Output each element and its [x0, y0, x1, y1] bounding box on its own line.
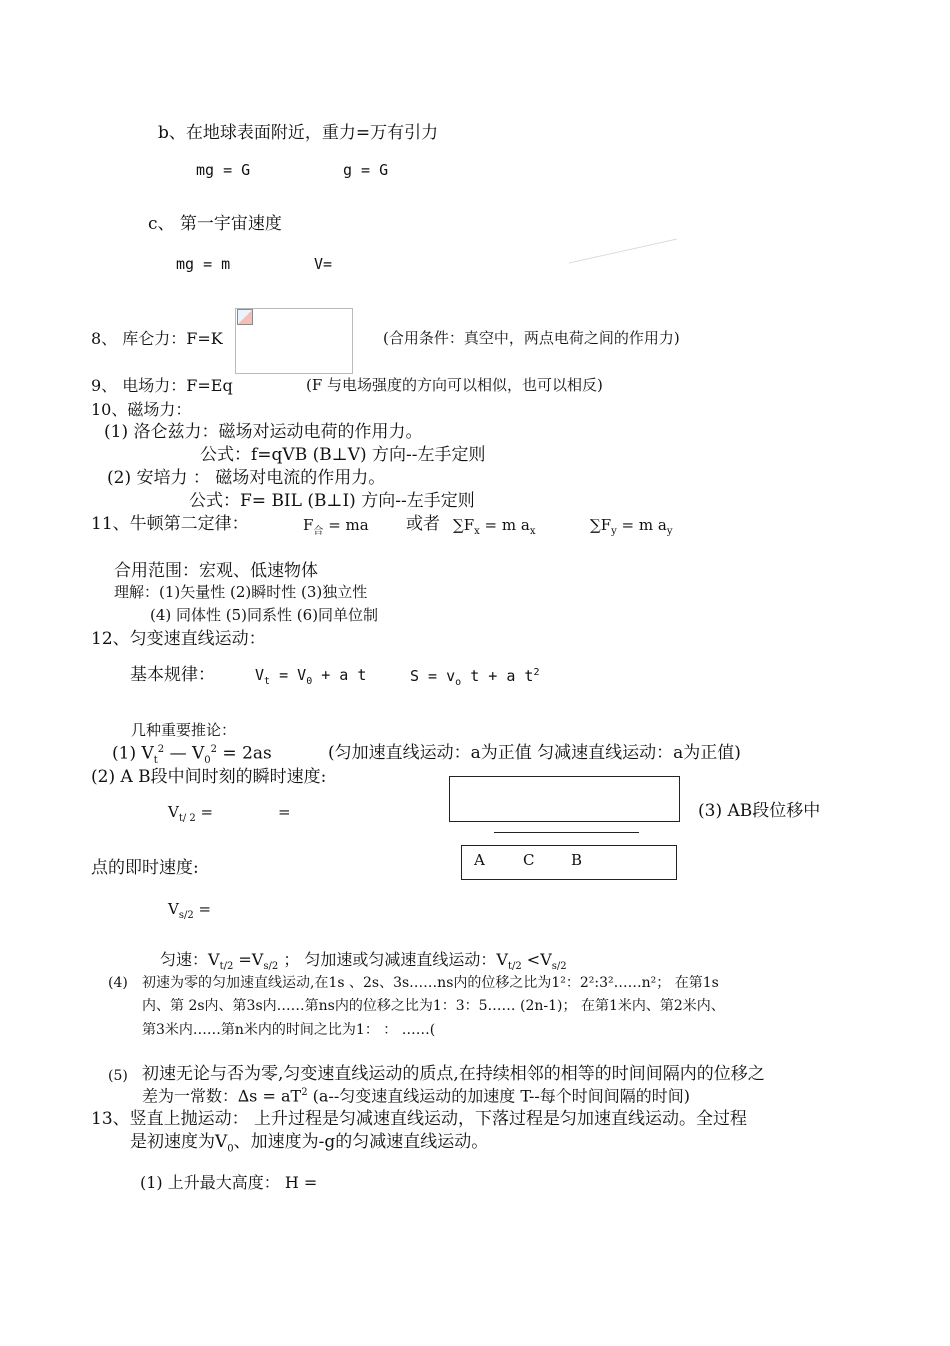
vertical-max-height: (1) 上升最大高度： H =: [140, 1173, 318, 1192]
uniform-basic-label: 基本规律：: [130, 665, 215, 685]
inference-4-line-1: 初速为零的匀加速直线运动,在1s 、2s、3s……ns内的位移之比为1²：2²:3²……n²； 在第1s: [142, 975, 719, 991]
gravity-c-eq1: mg = m: [176, 255, 231, 273]
gravity-c-label: c、 第一宇宙速度: [148, 214, 282, 234]
inference-4-line-3: 第3米内……第n米内的时间之比为1： ： ……(: [142, 1022, 436, 1038]
inference-4-line-2: 内、第 2s内、第3s内……第ns内的位移之比为1：3：5…… (2n-1)； 在第1米内、第2米内、: [142, 998, 725, 1014]
faint-stroke-line: [565, 236, 681, 266]
newton-title: 11、牛顿第二定律：: [91, 514, 249, 534]
inference-5-number: (5): [108, 1068, 128, 1084]
lorentz-label: (1) 洛仑兹力：磁场对运动电荷的作用力。: [104, 422, 423, 442]
uniform-s-formula: $S = v_o$ t + a $t^2$: [410, 667, 540, 688]
uniform-inferences-label: 几种重要推论：: [131, 721, 237, 739]
inference-2: (2) A B段中间时刻的瞬时速度:: [91, 767, 327, 787]
inference-1: (1) $V_t^2$ — $V_0^2 = 2as$: [112, 743, 272, 767]
coulomb-note: (合用条件：真空中，两点电荷之间的作用力): [383, 329, 680, 347]
lorentz-formula: 公式：f=qVB (B⊥V) 方向--左手定则: [200, 445, 486, 465]
newton-or: 或者: [406, 514, 440, 534]
vt2-formula: $V_{t/ 2}$ =: [168, 803, 214, 824]
newton-formula-main: $F_合$ = ma: [303, 516, 369, 537]
gravity-b-eq1: mg = G: [196, 161, 251, 179]
newton-formula-x: $\sum F_x = m$ $a_x$: [453, 516, 536, 537]
velocity-compare: 匀速：$V_{t/2} =V_{s/2}$ ； 匀加速或匀减速直线运动：$V_{t/2} <V_{s/2}$: [160, 950, 567, 973]
vt2-equals: =: [278, 803, 291, 821]
inference-3: (3) AB段位移中: [698, 801, 821, 821]
newton-formula-y: $\sum F_y = m$ $a_y$: [590, 516, 673, 537]
segment-line: [494, 832, 639, 833]
vs2-formula: $V_{s/2}$ =: [168, 900, 212, 921]
inference-1-note: (匀加速直线运动：a为正值 匀减速直线运动：a为正值): [328, 743, 741, 763]
inference-5-line-1: 初速无论与否为零,匀变速直线运动的质点,在持续相邻的相等的时间间隔内的位移之: [142, 1064, 765, 1084]
ampere-label: (2) 安培力 ： 磁场对电流的作用力。: [107, 468, 386, 488]
inference-4-number: (4): [108, 975, 128, 991]
vertical-title: 13、竖直上抛运动： 上升过程是匀减速直线运动，下落过程是匀加速直线运动。全过程: [91, 1109, 748, 1129]
electric-note: (F 与电场强度的方向可以相似，也可以相反): [306, 376, 603, 394]
inference-5-line-2: 差为一常数：$\Delta s = aT^2$ (a--匀变速直线运动的加速度 T--每个时间间隔的时间): [142, 1086, 690, 1106]
vertical-line-2: 是初速度为$V_0$、加速度为-g的匀减速直线运动。: [130, 1132, 489, 1155]
newton-understand-1: 理解：(1)矢量性 (2)瞬时性 (3)独立性: [114, 583, 368, 601]
uniform-title: 12、匀变速直线运动：: [91, 629, 266, 649]
electric-label: 9、 电场力：F=Eq: [91, 376, 233, 395]
coulomb-label: 8、 库仑力：F=K: [91, 329, 223, 348]
inference-3-continued: 点的即时速度:: [91, 858, 199, 878]
diagram-label-c: C: [523, 851, 535, 869]
ampere-formula: 公式：F= BIL (B⊥I) 方向--左手定则: [189, 491, 475, 511]
formula-box: [449, 776, 680, 822]
broken-image-icon: [237, 309, 253, 325]
gravity-b-eq2: g = G: [343, 161, 389, 179]
diagram-label-a: A: [474, 851, 485, 869]
newton-scope: 合用范围：宏观、低速物体: [114, 561, 318, 581]
gravity-b-label: b、在地球表面附近，重力=万有引力: [158, 123, 439, 143]
uniform-vt-formula: $V_t = V_0 + a$ t: [255, 666, 367, 687]
newton-understand-2: (4) 同体性 (5)同系性 (6)同单位制: [150, 606, 379, 624]
diagram-label-b: B: [571, 851, 583, 869]
gravity-c-eq2: V=: [314, 255, 333, 273]
abc-diagram-box: [461, 845, 677, 880]
magnetic-title: 10、磁场力：: [91, 400, 192, 419]
